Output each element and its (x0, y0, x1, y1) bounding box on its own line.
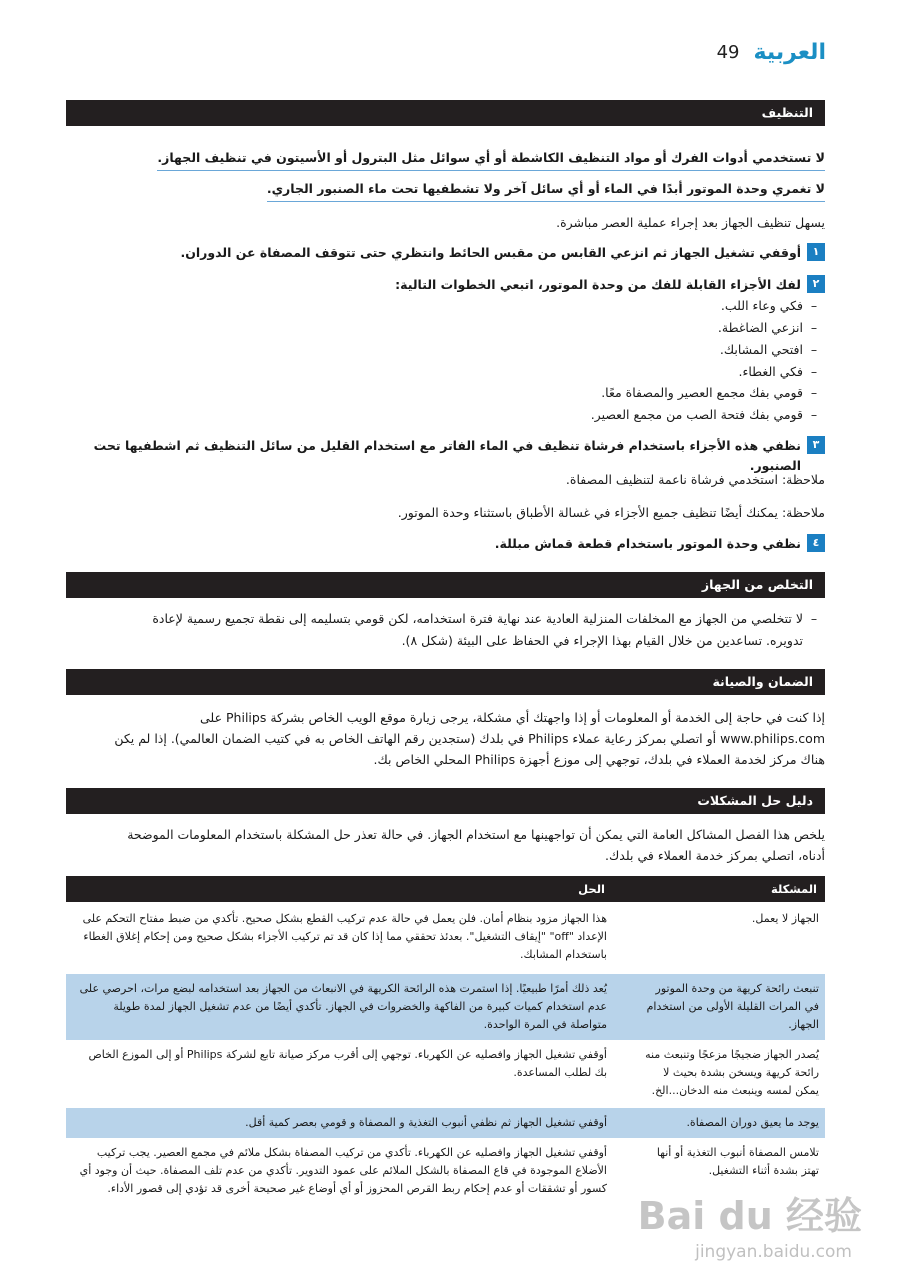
step-number: ١ (807, 243, 825, 261)
step-text: لفك الأجزاء القابلة للفك من وحدة الموتور، اتبعي الخطوات التالية: (395, 277, 801, 292)
troubleshooting-intro-1: يلخص هذا الفصل المشاكل العامة التي يمكن أن تواجهينها مع استخدام الجهاز. في حالة تعذر حل المشكلة باستخدام المعلومات الموضحة (127, 827, 825, 842)
substep: –افتحي المشابك. (719, 342, 818, 357)
cleaning-step-2 (66, 275, 825, 295)
cleaning-warning-1: لا تستخدمي أدوات الفرك أو مواد التنظيف الكاشطة أو أي سوائل مثل البترول أو الأسيتون في تنظيف الجهاز. (157, 147, 825, 171)
section-title-disposal: التخلص من الجهاز (66, 572, 825, 598)
step-text: نظفي وحدة الموتور باستخدام قطعة قماش مبللة. (494, 536, 801, 551)
cleaning-intro: يسهل تنظيف الجهاز بعد إجراء عملية العصر مباشرة. (556, 215, 825, 230)
cleaning-note-2: ملاحظة: يمكنك أيضًا تنظيف جميع الأجزاء في غسالة الأطباق باستثناء وحدة الموتور. (397, 505, 825, 520)
section-title-guarantee: الضمان والصيانة (66, 669, 825, 695)
step-number: ٤ (807, 534, 825, 552)
substep: –قومي بفك فتحة الصب من مجمع العصير. (590, 407, 818, 422)
substep-text: فكي الغطاء. (738, 364, 803, 379)
row-solution: يُعد ذلك أمرًا طبيعيًا. إذا استمرت هذه الرائحة الكريهة في الانبعاث من الجهاز بعد استخدامه لبضع مرات، احرصي على عدم استخدام كميات كبيرة من الفاكهة والخضروات في الجهاز. تأكدي أيضًا من عدم تشغيل الجهاز لمدة طويلة متواصلة في المرة الواحدة. (79, 982, 607, 1031)
guarantee-line-1: إذا كنت في حاجة إلى الخدمة أو المعلومات أو إذا واجهتك أي مشكلة، يرجى زيارة موقع الويب الخاص بشركة Philips على (200, 710, 825, 725)
disposal-line-2: تدويره. تساعدين من خلال القيام بهذا الإجراء في الحفاظ على البيئة (شكل ٨). (401, 633, 803, 648)
step-text: نظفي هذه الأجزاء باستخدام فرشاة تنظيف في الماء الفاتر مع استخدام القليل من سائل التنظيف ثم اشطفيها تحت الصنبور. (93, 438, 801, 473)
row-problem: يُصدر الجهاز ضجيجًا مزعجًا وتنبعث منه رائحة كريهة ويسخن بشدة بحيث لا يمكن لمسه وينبعث منه الدخان...الخ. (645, 1048, 819, 1097)
substep: –فكي الغطاء. (738, 364, 818, 379)
section-title-cleaning: التنظيف (66, 100, 825, 126)
disposal-line-1: –لا تتخلصي من الجهاز مع المخلفات المنزلية العادية عند نهاية فترة استخدامه، لكن قومي بتسليمه إلى نقطة تجميع رسمية لإعادة (152, 611, 818, 626)
row-problem: تنبعث رائحة كريهة من وحدة الموتور في المرات القليلة الأولى من استخدام الجهاز. (646, 982, 819, 1031)
disposal-text-1: لا تتخلصي من الجهاز مع المخلفات المنزلية العادية عند نهاية فترة استخدامه، لكن قومي بتسليمه إلى نقطة تجميع رسمية لإعادة (152, 611, 803, 626)
row-solution: أوقفي تشغيل الجهاز ثم نظفي أنبوب التغذية و المصفاة و قومي بعصر كمية أقل. (245, 1116, 607, 1129)
cleaning-note-1: ملاحظة: استخدمي فرشاة ناعمة لتنظيف المصفاة. (565, 472, 825, 487)
substep-text: فكي وعاء اللب. (720, 298, 803, 313)
cleaning-warning-2-wrap (66, 178, 825, 202)
page-number: 49 (716, 42, 740, 63)
row-problem: تلامس المصفاة أنبوب التغذية أو أنها تهتز بشدة أثناء التشغيل. (656, 1146, 819, 1177)
cleaning-warning-1-wrap (66, 147, 825, 171)
substep: –فكي وعاء اللب. (720, 298, 818, 313)
watermark-url: jingyan.baidu.com (695, 1242, 852, 1262)
table-row (66, 904, 825, 974)
substep: –قومي بفك مجمع العصير والمصفاة معًا. (601, 385, 818, 400)
table-header (66, 876, 825, 902)
column-problem: المشكلة (770, 882, 817, 896)
substep-text: قومي بفك مجمع العصير والمصفاة معًا. (601, 385, 803, 400)
troubleshooting-intro-2: أدناه، اتصلي بمركز خدمة العملاء في بلدك. (605, 848, 825, 863)
step-number: ٢ (807, 275, 825, 293)
row-solution: أوقفي تشغيل الجهاز وافصليه عن الكهرباء. توجهي إلى أقرب مركز صيانة تابع لشركة Philips أو إلى الموزع الخاص بك لطلب المساعدة. (88, 1048, 607, 1079)
guarantee-line-3: هناك مركز لخدمة العملاء في بلدك، توجهي إلى موزع أجهزة Philips المحلي الخاص بك. (373, 752, 825, 767)
step-number: ٣ (807, 436, 825, 454)
step-text: أوقفي تشغيل الجهاز ثم انزعي القابس من مقبس الحائط وانتظري حتى تتوقف المصفاة عن الدوران. (180, 245, 801, 260)
row-problem: يوجد ما يعيق دوران المصفاة. (686, 1116, 819, 1129)
substep-text: افتحي المشابك. (719, 342, 803, 357)
page-header (717, 40, 826, 65)
substep-text: قومي بفك فتحة الصب من مجمع العصير. (590, 407, 803, 422)
row-solution: هذا الجهاز مزود بنظام أمان. فلن يعمل في حالة عدم تركيب القطع بشكل صحيح. تأكدي من ضبط مفتاح التحكم على الإعداد "off" "إيقاف التشغيل". بعدئذ تحققي مما إذا كان قد تم تركيب الأجزاء بشكل صحيح ومن إحكام إغلاق الغطاء باستخدام المشابك. (82, 912, 607, 961)
guarantee-line-2: www.philips.com أو اتصلي بمركز رعاية عملاء Philips في بلدك (ستجدين رقم الهاتف الخاص به في كتيب الضمان العالمي). إذا لم يكن (114, 731, 825, 746)
substep-text: انزعي الضاغطة. (717, 320, 803, 335)
substep: –انزعي الضاغطة. (717, 320, 818, 335)
table-row (66, 1040, 825, 1108)
table-row (66, 1108, 825, 1138)
table-row (66, 974, 825, 1040)
row-solution: أوقفي تشغيل الجهاز وافصليه عن الكهرباء. تأكدي من تركيب المصفاة بشكل ملائم في مجمع العصير. يجب تركيب الأضلاع الموجودة في قاع المصفاة بالشكل الملائم على عمود التدوير. تأكدي من عدم تلف المصفاة. حيث أن وجود أي كسور أو تشققات أو عدم إحكام ربط القرص المحزوز أو أي أوضاع غير صحيحة أخرى قد تؤدي إلى قصور الأداء. (79, 1146, 607, 1195)
row-problem: الجهاز لا يعمل. (751, 912, 819, 925)
cleaning-warning-2: لا تغمري وحدة الموتور أبدًا في الماء أو أي سائل آخر ولا تشطفيها تحت ماء الصنبور الجاري. (267, 178, 825, 202)
cleaning-step-4 (66, 534, 825, 554)
cleaning-step-1 (66, 243, 825, 263)
section-title-troubleshooting: دليل حل المشكلات (66, 788, 825, 814)
watermark-logo: Bai du 经验 (637, 1194, 862, 1238)
language-title: العربية (753, 40, 826, 65)
column-solution: الحل (578, 882, 605, 896)
